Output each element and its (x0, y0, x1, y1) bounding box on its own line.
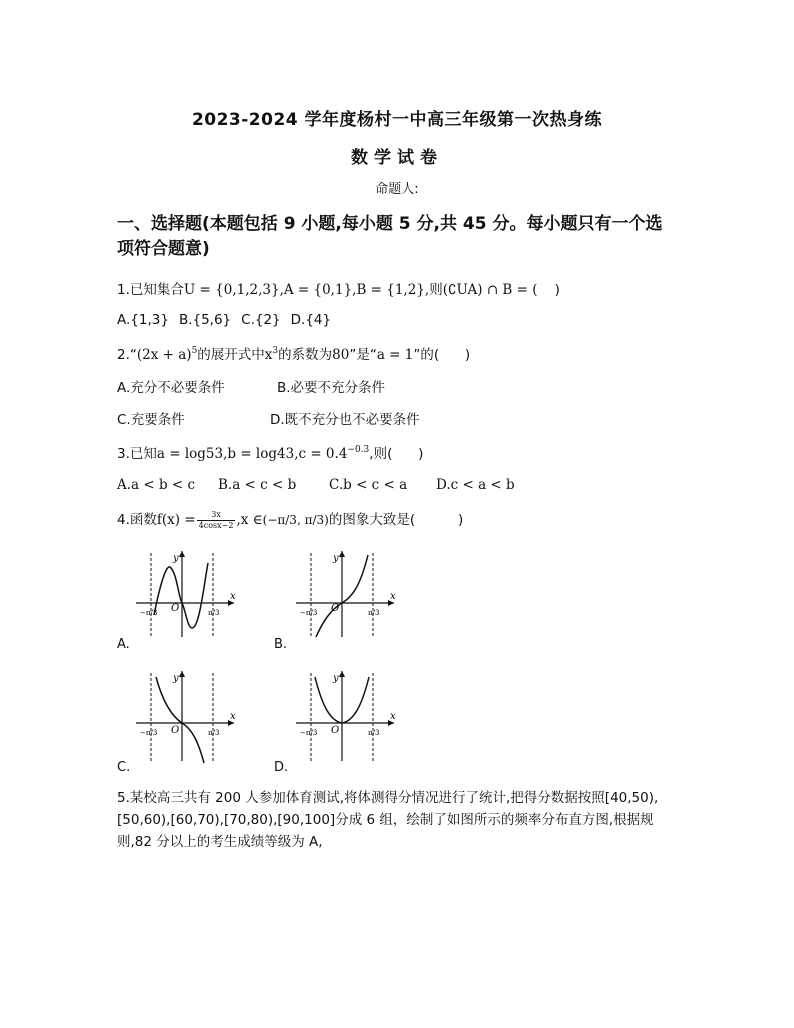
q4-fx: f(x) = (156, 512, 196, 528)
question-5: 5.某校高三共有 200 人参加体育测试,将体测得分情况进行了统计,把得分数据按照[40,50),[50,60),[60,70),[70,80),[90,100]分成 6 组，绘制了如图所示的频率分布直方图,根据规则,82 分以上的考生成绩等级为 A, (117, 790, 659, 850)
question-4 (117, 508, 463, 531)
q1-suffix: ) (537, 282, 560, 298)
q2-cond: a = 1 (376, 347, 414, 363)
q2-mid1: 的展开式中 (197, 347, 265, 363)
graph-c-label: C. (117, 760, 131, 775)
exam-subtitle: 数学试卷 (351, 148, 443, 168)
q1-option-b: B.{5,6} (178, 312, 232, 328)
graph-d-tick-neg: −π/3 (300, 729, 318, 737)
q4-domain: ,x ∈ (236, 512, 263, 528)
q2-prefix: 2.“ (117, 347, 137, 363)
q2-mid2: 的系数为 (278, 347, 333, 363)
graph-c-tick-pos: π/3 (208, 729, 220, 737)
q3-math: a = log53,b = log43,c = 0.4 (156, 446, 348, 462)
graph-c-y-label: y (173, 673, 179, 684)
q2-xexp: 3 (272, 346, 279, 356)
q2-exp: 5 (191, 346, 198, 356)
graph-a-tick-neg: −π/3 (140, 609, 158, 617)
graph-b-x-label: x (390, 591, 396, 602)
q4-interval: (−π/3, π/3) (262, 513, 329, 527)
q4-suffix: 的图象大致是( ) (328, 512, 464, 528)
graph-c-x-label: x (230, 711, 236, 722)
graph-b-label: B. (274, 637, 288, 652)
q3-suffix: ,则( ) (369, 446, 424, 462)
q2-base: (2x + a) (136, 347, 192, 363)
graph-a-origin: O (171, 603, 180, 614)
graph-d-tick-pos: π/3 (368, 729, 380, 737)
q2-options-row1 (117, 376, 395, 396)
graph-b-tick-neg: −π/3 (300, 609, 318, 617)
graph-a-label: A. (117, 637, 130, 652)
q2-option-d: D.既不充分也不必要条件 (270, 412, 420, 428)
q2-option-c: C.充要条件 (117, 412, 185, 428)
graph-a (130, 545, 240, 640)
q2-option-a: A.充分不必要条件 (117, 380, 225, 396)
q2-x: x (264, 347, 273, 363)
q4-prefix: 4.函数 (117, 512, 157, 528)
question-3 (117, 442, 423, 462)
question-1 (117, 278, 560, 298)
q2-mid3: ”是“ (349, 347, 377, 363)
q4-numerator: 3x (197, 510, 236, 521)
graph-d-origin: O (331, 725, 340, 736)
graph-d-x-label: x (390, 711, 396, 722)
q3-option-b: B.a < c < b (218, 477, 297, 493)
author-line: 命题人: (375, 182, 419, 197)
q2-val: 80 (332, 347, 350, 363)
q1-option-d: D.{4} (290, 312, 332, 328)
q1-math: U = {0,1,2,3},A = {0,1},B = {1,2},则(∁UA) ∩ B = ( (183, 282, 538, 298)
q3-option-d: D.c < a < b (436, 477, 515, 493)
graph-a-y-label: y (173, 553, 179, 564)
q2-options-row2 (117, 408, 430, 428)
graph-a-tick-pos: π/3 (208, 609, 220, 617)
q1-option-c: C.{2} (241, 312, 281, 328)
graph-d-label: D. (274, 760, 289, 775)
graph-c-origin: O (171, 725, 180, 736)
q1-options (117, 312, 341, 328)
q3-exp: −0.3 (347, 445, 370, 455)
q3-option-a: A.a < b < c (117, 477, 196, 493)
question-2 (117, 343, 470, 363)
graph-b-origin: O (331, 603, 340, 614)
q3-option-c: C.b < c < a (329, 477, 408, 493)
graph-a-x-label: x (230, 591, 236, 602)
graph-c (130, 665, 240, 765)
graph-d (290, 665, 400, 765)
q2-suffix: ”的( ) (413, 347, 471, 363)
graph-b-y-label: y (333, 553, 339, 564)
q4-fraction (197, 510, 236, 531)
graph-c-tick-neg: −π/3 (140, 729, 158, 737)
q4-denominator: 4cosx−2 (198, 520, 234, 530)
graph-b (290, 545, 400, 640)
graph-d-y-label: y (333, 673, 339, 684)
q3-options (117, 477, 525, 493)
exam-title: 2023-2024 学年度杨村一中高三年级第一次热身练 (191, 110, 603, 130)
q1-option-a: A.{1,3} (117, 312, 169, 328)
graph-b-tick-pos: π/3 (368, 609, 380, 617)
q3-prefix: 3.已知 (117, 446, 157, 462)
section-heading: 一、选择题(本题包括 9 小题,每小题 5 分,共 45 分。每小题只有一个选项符合题意) (117, 214, 663, 259)
q2-option-b: B.必要不充分条件 (277, 380, 386, 396)
q1-prefix: 1.已知集合 (117, 282, 184, 298)
